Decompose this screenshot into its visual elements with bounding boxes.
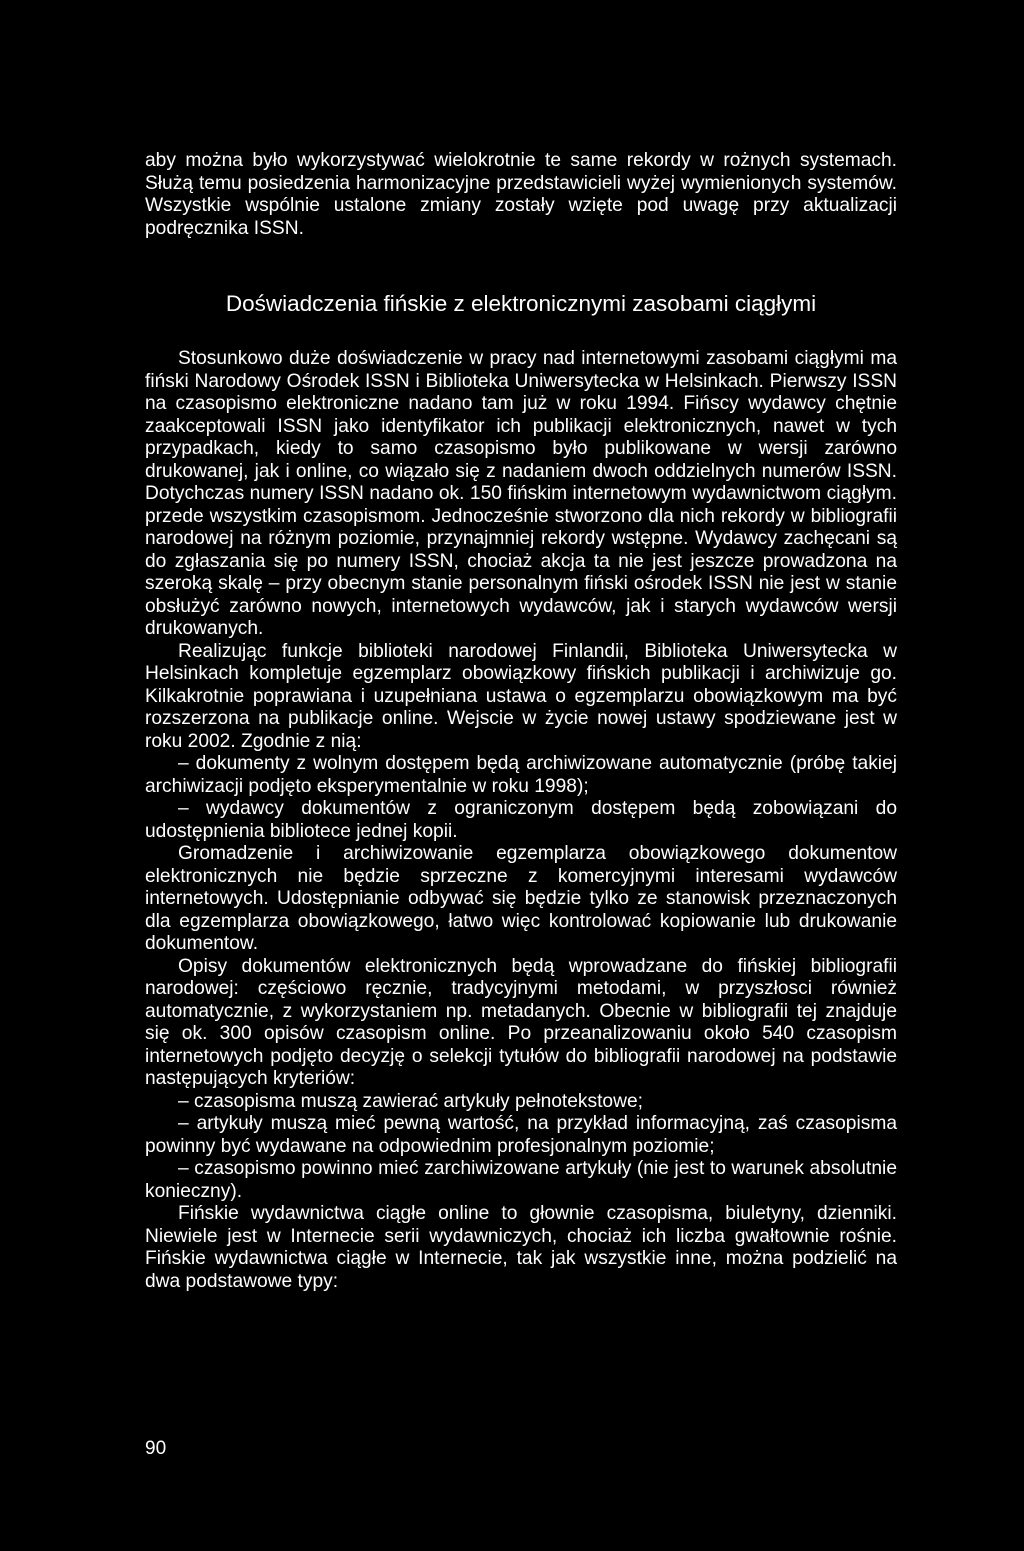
body-paragraph: Fińskie wydawnictwa ciągłe online to głownie czasopisma, biuletyny, dzienniki. Niewiele jest w Internecie serii wydawniczych, chociaż ich liczba gwałtownie rośnie. Fińskie wydawnictwa ciągłe w Internecie, tak jak wszystkie inne, można podzielić na dwa podstawowe typy: (145, 1203, 897, 1292)
body-paragraph: Gromadzenie i archiwizowanie egzemplarza obowiązkowego dokumentow elektronicznych nie będzie sprzeczne z komercyjnymi interesami wydawców internetowych. Udostępnianie odbywać się będzie tylko ze stanowisk przeznaczonych dla egzemplarza obowiązkowego, łatwo więc kontrolować kopiowanie lub drukowanie dokumentow. (145, 843, 897, 954)
body-paragraph: Realizując funkcje biblioteki narodowej Finlandii, Biblioteka Uniwersytecka w Helsinkach kompletuje egzemplarz obowiązkowy fińskich publikacji i archiwizuje go. Kilkakrotnie poprawiana i uzupełniana ustawa o egzemplarzu obowiązkowym ma być rozszerzona na publikacje online. Wejscie w życie nowej ustawy spodziewane jest w roku 2002. Zgodnie z nią: (145, 640, 897, 752)
list-item: – czasopisma muszą zawierać artykuły pełnotekstowe; (178, 1090, 643, 1112)
intro-paragraph: aby można było wykorzystywać wielokrotnie te same rekordy w rożnych systemach. Służą temu posiedzenia harmonizacyjne przedstawicieli wyżej wymienionych systemów. Wszystkie wspólnie ustalone zmiany zostały wzięte pod uwagę przy aktualizacji podręcznika ISSN. (145, 150, 897, 239)
page-number: 90 (145, 1438, 167, 1459)
body-paragraph: Stosunkowo duże doświadczenie w pracy nad internetowymi zasobami ciągłymi ma fiński Narodowy Ośrodek ISSN i Biblioteka Uniwersytecka w Helsinkach. Pierwszy ISSN na czasopismo elektroniczne nadano tam już w roku 1994. Fińscy wydawcy chętnie zaakceptowali ISSN jako identyfikator ich publikacji elektronicznych, nawet w tych przypadkach, kiedy to samo czasopismo było publikowane w wersji zarówno drukowanej, jak i online, co wiązało się z nadaniem dwoch oddzielnych numerów ISSN. Dotychczas numery ISSN nadano ok. 150 fińskim internetowym wydawnictwom ciągłym. przede wszystkim czasopismom. Jednocześnie stworzono dla nich rekordy w bibliografii narodowej na różnym poziomie, przynajmniej rekordy wstępne. Wydawcy zachęcani są do zgłaszania się po numery ISSN, chociaż akcja ta nie jest jeszcze prowadzona na szeroką skalę – przy obecnym stanie personalnym fiński ośrodek ISSN nie jest w stanie obsłużyć zarówno nowych, internetowych wydawców, jak i starych wydawców wersji drukowanych. (145, 348, 897, 639)
page-body (145, 150, 897, 1293)
list-item: – czasopismo powinno mieć zarchiwizowane artykuły (nie jest to warunek absolutnie konieczny). (145, 1158, 897, 1202)
list-item: – dokumenty z wolnym dostępem będą archiwizowane automatycznie (próbę takiej archiwizacji podjęto eksperymentalnie w roku 1998); (145, 753, 897, 797)
list-item: – artykuły muszą mieć pewną wartość, na przykład informacyjną, zaś czasopisma powinny być wydawane na odpowiednim profesjonalnym poziomie; (145, 1113, 897, 1157)
body-paragraph: Opisy dokumentów elektronicznych będą wprowadzane do fińskiej bibliografii narodowej: częściowo ręcznie, tradycyjnymi metodami, w przyszłosci również automatycznie, z wykorzystaniem np. metadanych. Obecnie w bibliografii tej znajduje się ok. 300 opisów czasopism online. Po przeanalizowaniu około 540 czasopism internetowych podjęto decyzję o selekcji tytułów do bibliografii narodowej na podstawie następujących kryteriów: (145, 955, 897, 1089)
section-heading: Doświadczenia fińskie z elektronicznymi zasobami ciągłymi (225, 291, 817, 316)
list-item: – wydawcy dokumentów z ograniczonym dostępem będą zobowiązani do udostępnienia bibliotece jednej kopii. (145, 798, 897, 842)
